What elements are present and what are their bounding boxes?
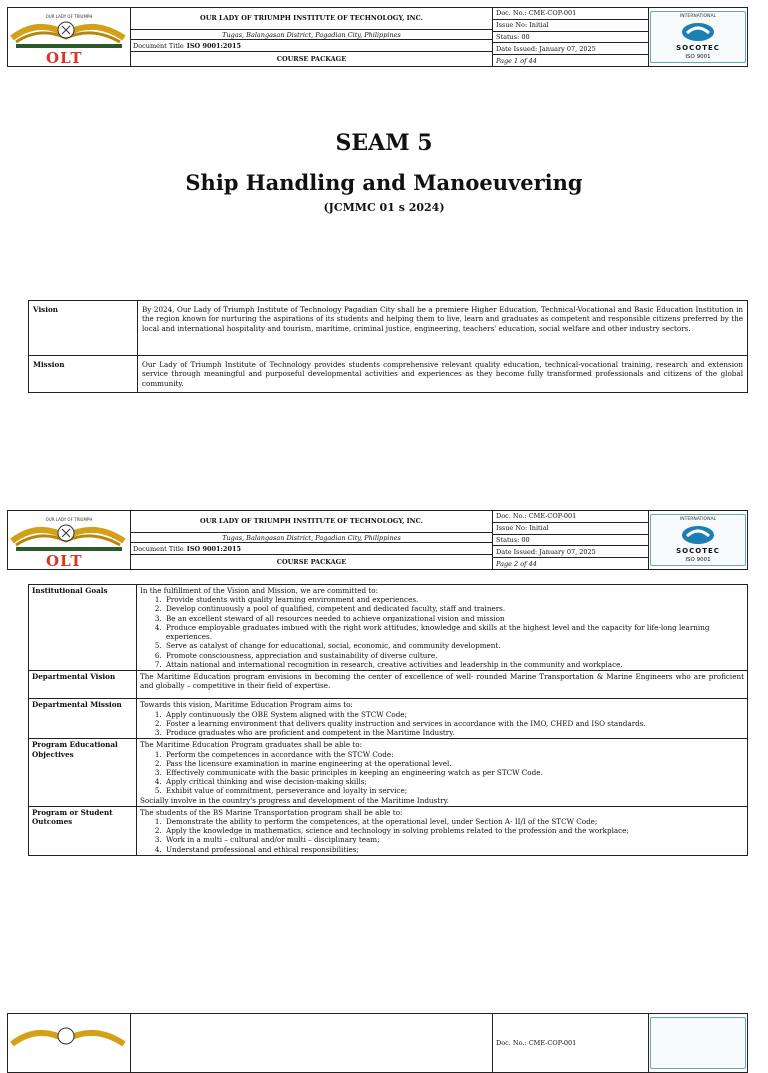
page-number: Page 1 of 44 [496, 56, 537, 65]
table-row [29, 356, 748, 393]
socotec-cert-badge [650, 1017, 746, 1069]
institution-name: OUR LADY OF TRIUMPH INSTITUTE OF TECHNOLOGY, INC. [131, 511, 492, 533]
institutional-goals-label: Institutional Goals [29, 585, 137, 671]
institutional-goals-list [140, 595, 744, 669]
document-title [131, 40, 492, 51]
program-objectives-list [140, 750, 744, 796]
list-item: 5. Serve as catalyst of change for educational, social, economic, and community development. [164, 641, 744, 650]
list-item: 4. Understand professional and ethical responsibilities; [164, 845, 744, 854]
date-issued: Date Issued: January 07, 2025 [493, 43, 648, 55]
svg-text:OUR LADY OF TRIUMPH: OUR LADY OF TRIUMPH [45, 517, 93, 522]
doc-no: Doc. No.: CME-COP-001 [493, 8, 648, 20]
cert-iso: ISO 9001 [685, 556, 711, 563]
socotec-cert-badge [650, 514, 746, 566]
table-row [29, 806, 748, 855]
list-item: 2. Pass the licensure examination in marine engineering at the operational level. [164, 759, 744, 768]
table-row [29, 739, 748, 807]
list-item: 3. Effectively communicate with the basic principles in keeping an engineering watch as per STCW Code. [164, 768, 744, 777]
mission-text: Our Lady of Triumph Institute of Technology provides students comprehensive relevant quality education, technical-vocational training, research and extension service through meaningful and purposeful developmental activities and experiences as they become fully transformed professionals and citizens of the global community. [138, 356, 748, 393]
departmental-vision-label: Departmental Vision [29, 670, 137, 698]
program-outcomes-intro: The students of the BS Marine Transportation program shall be able to: [140, 807, 403, 817]
page-header-2 [7, 510, 748, 570]
program-objectives-cell [137, 739, 748, 807]
document-title [131, 543, 492, 554]
list-item: 6. Promote consciousness, appreciation and sustainability of diverse culture. [164, 651, 744, 660]
course-code: SEAM 5 [335, 130, 433, 156]
departmental-mission-cell [137, 699, 748, 739]
program-objectives-tail: Socially involve in the country's progress and development of the Maritime Industry. [140, 795, 449, 805]
page-number: Page 2 of 44 [496, 559, 537, 568]
program-objectives-label: Program Educational Objectives [29, 739, 137, 807]
cert-name: SOCOTEC [676, 44, 720, 53]
doc-no: Doc. No.: CME-COP-001 [493, 511, 648, 523]
list-item: 2. Apply the knowledge in mathematics, science and technology in solving problems related to the profession and the workplace; [164, 826, 744, 835]
vision-text: By 2024, Our Lady of Triumph Institute of Technology Pagadian City shall be a premiere Higher Education, Technical-Vocational and Basic Education Institution in the region known for nurturing the aspirations of its students and helping them to live, learn and graduates as competent and responsible citizens preferred by the local and international hospitality and tourism, maritime, criminal justice, engineering, teachers' education, social welfare and other industry sectors. [138, 301, 748, 356]
institution-address: Tugas, Balangasan District, Pagadian City, Philippines [131, 533, 492, 543]
list-item: 3. Produce graduates who are proficient and competent in the Maritime Industry. [164, 728, 744, 737]
cert-name: SOCOTEC [676, 547, 720, 556]
table-row [29, 585, 748, 671]
socotec-swoosh-icon [681, 21, 715, 43]
program-outcomes-list [140, 817, 744, 854]
table-row [29, 301, 748, 356]
departmental-mission-intro: Towards this vision, Maritime Education Program aims to: [140, 700, 353, 710]
status: Status: 00 [493, 32, 648, 44]
table-row [29, 670, 748, 698]
program-outcomes-cell [137, 806, 748, 855]
vision-mission-table [28, 300, 748, 393]
page-header-1 [7, 7, 748, 67]
program-objectives-intro: The Maritime Education Program graduates shall be able to: [140, 740, 363, 750]
goals-table [28, 584, 748, 856]
institution-address: Tugas, Balangasan District, Pagadian City, Philippines [131, 30, 492, 40]
institutional-goals-cell [137, 585, 748, 671]
departmental-mission-list [140, 710, 744, 738]
list-item: 7. Attain national and international recognition in research, creative activities and leadership in the community and workplace. [164, 660, 744, 669]
list-item: 1. Demonstrate the ability to perform the competences, at the operational level, under Section A- II/I of the STCW Code; [164, 817, 744, 826]
page-header-3 [7, 1013, 748, 1073]
list-item: 1. Apply continuously the OBE System aligned with the STCW Code; [164, 710, 744, 719]
vision-label: Vision [29, 301, 138, 356]
olt-logo [8, 511, 131, 569]
list-item: 3. Be an excellent steward of all resources needed to achieve organizational vision and mission [164, 614, 744, 623]
departmental-mission-label: Departmental Mission [29, 699, 137, 739]
institution-name: OUR LADY OF TRIUMPH INSTITUTE OF TECHNOLOGY, INC. [131, 8, 492, 30]
list-item: 4. Produce employable graduates imbued with the right work attitudes, knowledge and skills at the highest level and the capacity for life-long learning experiences. [164, 623, 744, 641]
doc-no: Doc. No.: CME-COP-001 [496, 1039, 577, 1047]
logo-olt-text: OLT [46, 49, 83, 66]
list-item: 2. Foster a learning environment that delivers quality instruction and services in accordance with the IMO, CHED and ISO standards. [164, 719, 744, 728]
status: Status: 00 [493, 535, 648, 547]
doc-title-label: Document Title [133, 544, 184, 553]
program-outcomes-label: Program or Student Outcomes [29, 806, 137, 855]
course-package-label: COURSE PACKAGE [276, 54, 347, 63]
olt-logo [8, 1014, 131, 1072]
doc-title-value: ISO 9001:2015 [186, 41, 242, 50]
institution-name [131, 1014, 492, 1036]
cert-iso: ISO 9001 [685, 53, 711, 60]
table-row [29, 699, 748, 739]
logo-olt-text: OLT [46, 552, 83, 569]
doc-title-label: Document Title [133, 41, 184, 50]
cert-intl: INTERNATIONAL [679, 14, 717, 19]
list-item: 3. Work in a multi – cultural and/or multi – disciplinary team; [164, 835, 744, 844]
socotec-swoosh-icon [681, 524, 715, 546]
course-title: Ship Handling and Manoeuvering [185, 170, 583, 195]
issue-no: Issue No: Initial [493, 523, 648, 535]
socotec-cert-badge [650, 11, 746, 63]
list-item: 5. Exhibit value of commitment, perseverance and loyalty in service; [164, 786, 744, 795]
course-package-label: COURSE PACKAGE [276, 557, 347, 566]
course-title-block [0, 130, 768, 214]
olt-crest-icon [8, 1014, 130, 1072]
list-item: 4. Apply critical thinking and wise decision-making skills; [164, 777, 744, 786]
date-issued: Date Issued: January 07, 2025 [493, 546, 648, 558]
course-reference: (JCMMC 01 s 2024) [323, 201, 445, 214]
departmental-vision-text: The Maritime Education program envisions in becoming the center of excellence of well- rounded Marine Transportation & Marine Engineers who are proficient and globally – competitive in their field of expertise. [137, 670, 748, 698]
institutional-goals-intro: In the fulfillment of the Vision and Mission, we are committed to: [140, 586, 379, 595]
list-item: 2. Develop continuously a pool of qualified, competent and dedicated faculty, staff and trainers. [164, 604, 744, 613]
svg-text:OUR LADY OF TRIUMPH: OUR LADY OF TRIUMPH [45, 14, 93, 19]
list-item: 1. Perform the competences in accordance with the STCW Code: [164, 750, 744, 759]
issue-no: Issue No: Initial [493, 20, 648, 32]
olt-logo [8, 8, 131, 66]
mission-label: Mission [29, 356, 138, 393]
list-item: 1. Provide students with quality learning environment and experiences. [164, 595, 744, 604]
doc-title-value: ISO 9001:2015 [186, 544, 242, 553]
cert-intl: INTERNATIONAL [679, 517, 717, 522]
